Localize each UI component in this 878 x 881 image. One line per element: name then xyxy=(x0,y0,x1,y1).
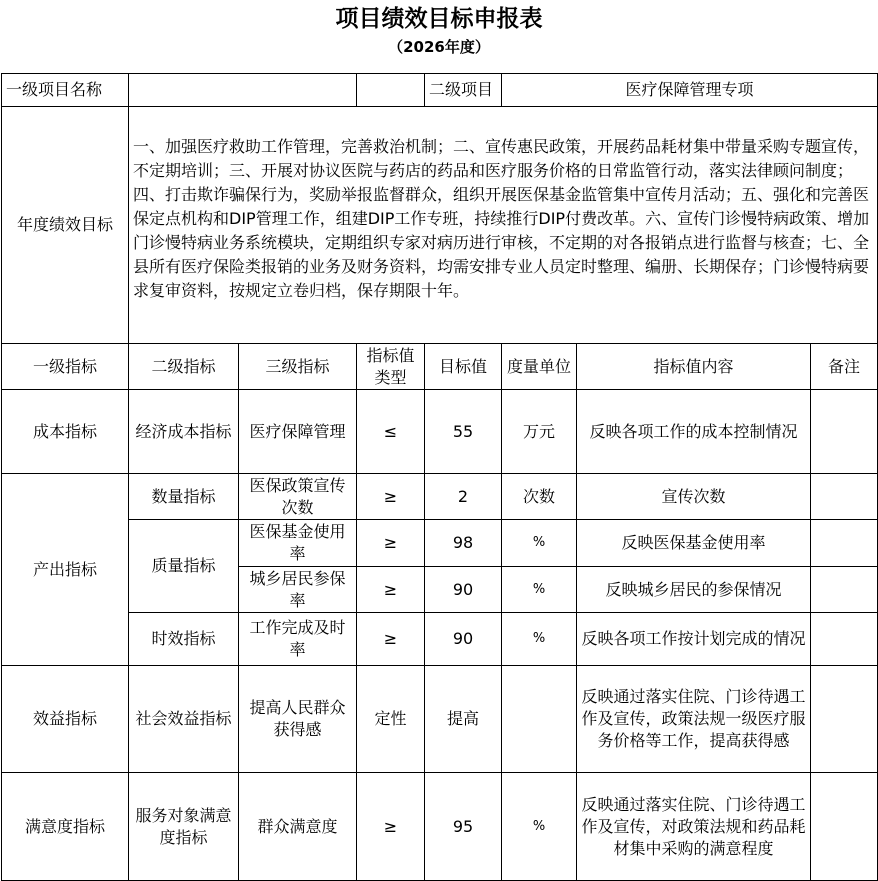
column-header: 指标值内容 xyxy=(577,344,811,390)
table-row xyxy=(2,390,878,474)
column-header: 二级指标 xyxy=(129,344,239,390)
table-row xyxy=(2,474,878,520)
remark xyxy=(811,773,878,881)
column-header: 一级指标 xyxy=(2,344,129,390)
blank-cell xyxy=(357,74,425,107)
annual-goal-text: 一、加强医疗救助工作管理，完善救治机制；二、宣传惠民政策，开展药品耗材集中带量采购专题宣传，不定期培训；三、开展对协议医院与药店的药品和医疗服务价格的日常监管行动，落实法律顾问制度；四、打击欺诈骗保行为，奖励举报监督群众，组织开展医保基金监管集中宣传月活动；五、强化和完善医保定点机构和DIP管理工作，组建DIP工作专班，持续推行DIP付费改革。六、宣传门诊慢特病政策、增加门诊慢特病业务系统模块，定期组织专家对病历进行审核，不定期的对各报销点进行监督与核查；七、全县所有医疗保险类报销的业务及财务资料，均需安排专业人员定时整理、编册、长期保存；门诊慢特病要求复审资料，按规定立卷归档，保存期限十年。 xyxy=(129,107,878,344)
performance-table xyxy=(1,73,878,881)
unit: % xyxy=(502,613,577,666)
target-value: 90 xyxy=(425,613,502,666)
unit: 次数 xyxy=(502,474,577,520)
group-cost: 成本指标 xyxy=(2,390,129,474)
group-satisfaction: 满意度指标 xyxy=(2,773,129,881)
level2-indicator: 数量指标 xyxy=(129,474,239,520)
level3-indicator: 医保政策宣传次数 xyxy=(239,474,357,520)
unit: % xyxy=(502,773,577,881)
indicator-content: 反映各项工作按计划完成的情况 xyxy=(577,613,811,666)
level2-project-label: 二级项目 xyxy=(425,74,502,107)
table-row xyxy=(2,613,878,666)
column-header: 备注 xyxy=(811,344,878,390)
remark xyxy=(811,613,878,666)
unit: % xyxy=(502,520,577,567)
unit: % xyxy=(502,567,577,613)
remark xyxy=(811,474,878,520)
target-value: 2 xyxy=(425,474,502,520)
indicator-content: 反映通过落实住院、门诊待遇工作及宣传，对政策法规和药品耗材集中采购的满意程度 xyxy=(577,773,811,881)
annual-goal-label: 年度绩效目标 xyxy=(2,107,129,344)
table-row xyxy=(2,520,878,567)
unit xyxy=(502,666,577,773)
form-subtitle: （2026年度） xyxy=(388,38,490,56)
remark xyxy=(811,390,878,474)
target-value: 55 xyxy=(425,390,502,474)
indicator-content: 宣传次数 xyxy=(577,474,811,520)
level3-indicator: 医保基金使用率 xyxy=(239,520,357,567)
level1-project-value xyxy=(129,74,357,107)
remark xyxy=(811,666,878,773)
value-type: 定性 xyxy=(357,666,425,773)
level3-indicator: 城乡居民参保率 xyxy=(239,567,357,613)
level3-indicator: 工作完成及时率 xyxy=(239,613,357,666)
indicator-content: 反映医保基金使用率 xyxy=(577,520,811,567)
value-type: ≥ xyxy=(357,773,425,881)
target-value: 90 xyxy=(425,567,502,613)
level3-indicator: 群众满意度 xyxy=(239,773,357,881)
indicator-content: 反映各项工作的成本控制情况 xyxy=(577,390,811,474)
table-row xyxy=(2,773,878,881)
goal-row xyxy=(2,107,878,344)
level3-indicator: 医疗保障管理 xyxy=(239,390,357,474)
indicator-content: 反映城乡居民的参保情况 xyxy=(577,567,811,613)
value-type: ≥ xyxy=(357,520,425,567)
level3-indicator: 提高人民群众获得感 xyxy=(239,666,357,773)
project-row xyxy=(2,74,878,107)
level2-indicator: 服务对象满意度指标 xyxy=(129,773,239,881)
value-type: ≤ xyxy=(357,390,425,474)
column-header: 指标值类型 xyxy=(357,344,425,390)
level2-indicator: 质量指标 xyxy=(129,520,239,613)
target-value: 提高 xyxy=(425,666,502,773)
value-type: ≥ xyxy=(357,474,425,520)
value-type: ≥ xyxy=(357,567,425,613)
target-value: 95 xyxy=(425,773,502,881)
level2-project-value: 医疗保障管理专项 xyxy=(502,74,878,107)
level2-indicator: 经济成本指标 xyxy=(129,390,239,474)
form-title: 项目绩效目标申报表 xyxy=(335,6,543,32)
group-output: 产出指标 xyxy=(2,474,129,666)
remark xyxy=(811,520,878,567)
level1-project-label: 一级项目名称 xyxy=(2,74,129,107)
value-type: ≥ xyxy=(357,613,425,666)
column-header: 三级指标 xyxy=(239,344,357,390)
column-header: 度量单位 xyxy=(502,344,577,390)
level2-indicator: 社会效益指标 xyxy=(129,666,239,773)
indicator-content: 反映通过落实住院、门诊待遇工作及宣传，政策法规一级医疗服务价格等工作，提高获得感 xyxy=(577,666,811,773)
group-benefit: 效益指标 xyxy=(2,666,129,773)
column-header: 目标值 xyxy=(425,344,502,390)
level2-indicator: 时效指标 xyxy=(129,613,239,666)
unit: 万元 xyxy=(502,390,577,474)
header-row xyxy=(2,344,878,390)
target-value: 98 xyxy=(425,520,502,567)
remark xyxy=(811,567,878,613)
table-row xyxy=(2,666,878,773)
